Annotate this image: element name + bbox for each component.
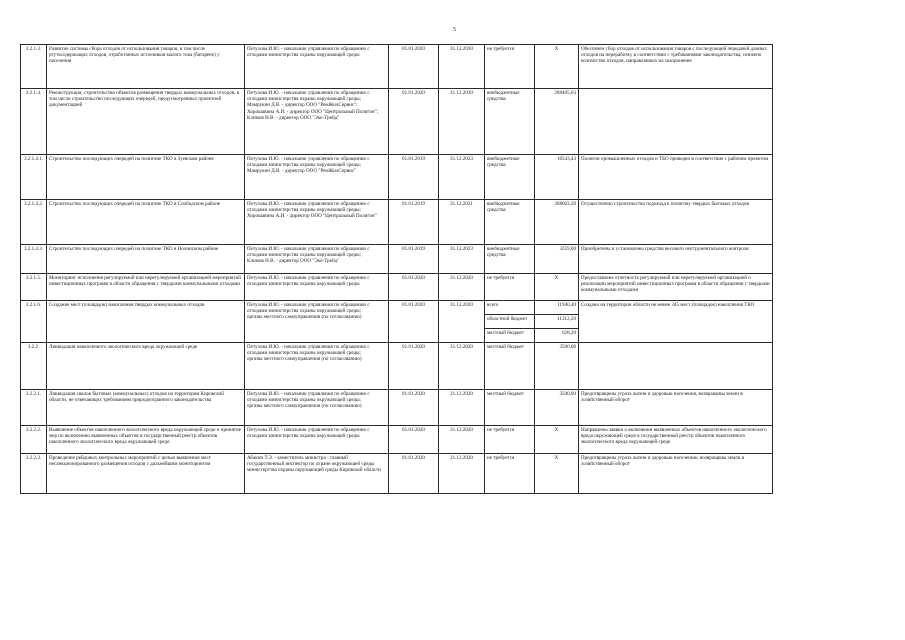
row-number: 3.2.2.1. xyxy=(21,390,47,426)
funding-amount: 3259,00 xyxy=(535,245,579,274)
funding-amount-item: 628,20 xyxy=(535,328,578,342)
expected-result: Направлены заявки о включении выявленных объектов накопленного экологического вреда окружающей среде в государственный реестр объектов накопленного экологического вреда окружающей среде xyxy=(579,426,773,454)
expected-result: Создано на территории области не менее 345 мест (площадок) накопления ТКО xyxy=(579,301,773,343)
table-row xyxy=(21,390,773,426)
responsible-line: Хорошавина А.И. - директор ООО "Центральный Полигон" xyxy=(247,213,377,220)
end-date: 31.12.2023 xyxy=(439,245,485,274)
start-date: 01.01.2020 xyxy=(389,343,439,390)
responsible-persons xyxy=(245,245,389,274)
funding-source: не требуется xyxy=(485,426,535,454)
responsible-line: Петухова И.Ю. - начальник управления по обращению с отходами министерства охраны окружающей среды; xyxy=(247,344,370,357)
funding-amount: 16543,43 xyxy=(535,155,579,200)
table-row xyxy=(21,200,773,245)
funding-source-item: областной бюджет xyxy=(485,314,534,328)
table-row xyxy=(21,426,773,454)
funding-amount: X xyxy=(535,454,579,494)
responsible-line: Петухова И.Ю. - начальник управления по обращению с отходами министерства охраны окружающей среды xyxy=(247,427,370,440)
start-date: 01.01.2020 xyxy=(389,426,439,454)
responsible-line: Петухова И.Ю. - начальник управления по обращению с отходами министерства охраны окружающей среды; xyxy=(247,302,370,315)
funding-amount xyxy=(535,301,579,343)
start-date: 01.01.2020 xyxy=(389,301,439,343)
funding-source: не требуется xyxy=(485,454,535,494)
responsible-persons xyxy=(245,343,389,390)
funding-source-item: местный бюджет xyxy=(485,328,534,342)
measure-title: Строительство последующих очередей на полигоне ТКО в Нолинском районе xyxy=(47,245,245,274)
responsible-line: Петухова И.Ю. - начальник управления по обращению с отходами министерства охраны окружающей среды; xyxy=(247,391,370,404)
start-date: 01.01.2020 xyxy=(389,45,439,89)
measure-title: Реконструкция, строительство объектов размещения твердых коммунальных отходов, в том числе строительство последующих очередей, предусмотренных проектной документацией xyxy=(47,89,245,155)
funding-source: внебюджетные средства xyxy=(485,155,535,200)
responsible-line: Мамрукин Д.В. - директор ООО "РемЖилСервис"; xyxy=(247,102,358,109)
end-date: 31.12.2020 xyxy=(439,343,485,390)
funding-source: не требуется xyxy=(485,45,535,89)
responsible-line: Петухова И.Ю. - начальник управления по обращению с отходами министерства охраны окружающей среды; xyxy=(247,90,370,103)
end-date: 31.12.2030 xyxy=(439,89,485,155)
table-row xyxy=(21,454,773,494)
expected-result: Приобретены и установлены средства весового инструментального контроля xyxy=(579,245,773,274)
start-date: 01.01.2019 xyxy=(389,200,439,245)
funding-source: местный бюджет xyxy=(485,390,535,426)
row-number: 3.2.1.4.1. xyxy=(21,155,47,200)
expected-result: Осуществлено строительство подъезда к полигону твердых бытовых отходов xyxy=(579,200,773,245)
funding-source: внебюджетные средства xyxy=(485,89,535,155)
start-date: 01.01.2020 xyxy=(389,89,439,155)
funding-source: внебюджетные средства xyxy=(485,245,535,274)
page-number: 5 xyxy=(453,27,456,33)
row-number: 3.2.1.4.2. xyxy=(21,200,47,245)
responsible-persons xyxy=(245,454,389,494)
expected-result: Полигон промышленных отходов и ТБО приведен в соответствие с рабочим проектом xyxy=(579,155,773,200)
end-date: 31.12.2020 xyxy=(439,426,485,454)
funding-source: местный бюджет xyxy=(485,343,535,390)
expected-result: Предотвращены угроза жизни и здоровью населения, возвращены земли в хозяйственный оборот xyxy=(579,390,773,426)
funding-amount: X xyxy=(535,45,579,89)
measures-table xyxy=(20,44,773,494)
end-date: 31.12.2020 xyxy=(439,454,485,494)
measure-title: Мониторинг исполнения регулируемой или нерегулируемой организацией мероприятий инвестиционных программ в области обращения с твердыми коммунальными отходами xyxy=(47,274,245,301)
responsible-line: Петухова И.Ю. - начальник управления по обращению с отходами министерства охраны окружающей среды; xyxy=(247,201,370,214)
end-date: 31.12.2020 xyxy=(439,301,485,343)
responsible-persons xyxy=(245,301,389,343)
expected-result xyxy=(579,343,773,390)
measure-title: Выявление объектов накопленного экологического вреда окружающей среде и принятие мер по включению выявленных объектов в государственный реестр объектов накопленного экологического вреда окружающей среде xyxy=(47,426,245,454)
responsible-line: Петухова И.Ю. - начальник управления по обращению с отходами министерства охраны окружающей среды xyxy=(247,46,370,59)
start-date: 01.01.2019 xyxy=(389,245,439,274)
funding-source xyxy=(485,301,535,343)
responsible-line: органы местного самоуправления (по согласованию) xyxy=(247,314,362,321)
end-date: 31.12.2020 xyxy=(439,390,485,426)
responsible-persons xyxy=(245,89,389,155)
responsible-persons xyxy=(245,426,389,454)
responsible-persons xyxy=(245,45,389,89)
row-number: 3.2.2.3. xyxy=(21,454,47,494)
responsible-line: Петухова И.Ю. - начальник управления по обращению с отходами министерства охраны окружающей среды; xyxy=(247,246,370,259)
responsible-line: Абакин Т.Э. - заместитель министра - главный государственный инспектор по охране окружающей среды министерства охраны окружающей среды Кировской области xyxy=(247,455,381,474)
responsible-persons xyxy=(245,274,389,301)
table-row xyxy=(21,274,773,301)
table-row xyxy=(21,155,773,200)
funding-amount: 3500,00 xyxy=(535,343,579,390)
measure-title: Строительство последующих очередей на полигоне ТКО в Слободском районе xyxy=(47,200,245,245)
end-date: 31.12.2021 xyxy=(439,200,485,245)
start-date: 01.01.2020 xyxy=(389,454,439,494)
expected-result xyxy=(579,89,773,155)
responsible-line: органы местного самоуправления (по согласованию) xyxy=(247,403,362,410)
expected-result: Обеспечен сбор отходов от использования товаров с последующей передачей данных отходов на переработку в соответствии с требованиями законодательства, снижено количество отходов, направляемых на захоронение xyxy=(579,45,773,89)
row-number: 3.2.1.6. xyxy=(21,301,47,343)
funding-source: внебюджетные средства xyxy=(485,200,535,245)
row-number: 3.2.1.5. xyxy=(21,274,47,301)
responsible-line: Петухова И.Ю. - начальник управления по обращению с отходами министерства охраны окружающей среды; xyxy=(247,156,370,169)
responsible-persons xyxy=(245,390,389,426)
measure-title: Проведение рейдовых контрольных мероприятий с целью выявления мест несанкционированного размещения отходов с дальнейшим мониторингом xyxy=(47,454,245,494)
end-date: 31.12.2030 xyxy=(439,45,485,89)
row-number: 3.2.1.3. xyxy=(21,45,47,89)
start-date: 01.01.2020 xyxy=(389,274,439,301)
table-row xyxy=(21,245,773,274)
measure-title: Создание мест (площадок) накопления твердых коммунальных отходов xyxy=(47,301,245,343)
measure-title: Строительство последующих очередей на полигоне ТКО в Зуевском районе xyxy=(47,155,245,200)
responsible-line: Климов Н.В. - директор ООО "Эко-Трейд" xyxy=(247,114,340,121)
start-date: 01.01.2019 xyxy=(389,155,439,200)
responsible-line: Климов Н.В. - директор ООО "Эко-Трейд" xyxy=(247,258,340,265)
funding-source: не требуется xyxy=(485,274,535,301)
row-number: 3.2.1.4.3. xyxy=(21,245,47,274)
row-number: 3.2.1.4. xyxy=(21,89,47,155)
table-row xyxy=(21,45,773,89)
measure-title: Развитие системы сбора отходов от использования товаров, в том числе ртутьсодержащих отходов, отработанных источников малого тока (батареек) у населения xyxy=(47,45,245,89)
row-number: 3.2.2. xyxy=(21,343,47,390)
end-date: 31.12.2023 xyxy=(439,155,485,200)
end-date: 31.12.2020 xyxy=(439,274,485,301)
responsible-persons xyxy=(245,155,389,200)
responsible-line: Петухова И.Ю. - начальник управления по обращению с отходами министерства охраны окружающей среды xyxy=(247,275,370,288)
funding-amount: 288405,63 xyxy=(535,89,579,155)
funding-amount: 268603,20 xyxy=(535,200,579,245)
measure-title: Ликвидация накопленного экологического вреда окружающей среде xyxy=(47,343,245,390)
funding-amount-item: 11312,20 xyxy=(535,314,578,328)
responsible-line: Мамрукин Д.В. - директор ООО "РемЖилСервис" xyxy=(247,168,357,175)
responsible-line: Хорошавина А.И. - директор ООО "Центральный Полигон"; xyxy=(247,108,379,115)
funding-source-item: всего xyxy=(487,302,499,308)
row-number: 3.2.2.2. xyxy=(21,426,47,454)
table-row xyxy=(21,301,773,343)
start-date: 01.01.2020 xyxy=(389,390,439,426)
funding-amount: X xyxy=(535,426,579,454)
responsible-persons xyxy=(245,200,389,245)
measure-title: Ликвидация свалок бытовых (коммунальных) отходов на территории Кировской области, не отвечающих требованиям природоохранного законодательства xyxy=(47,390,245,426)
expected-result: Предотвращены угроза жизни и здоровью населению, возвращены земли в хозяйственный оборот xyxy=(579,454,773,494)
table-row xyxy=(21,89,773,155)
expected-result: Предоставлена отчетность регулируемой или нерегулируемой организацией о реализации мероприятий инвестиционных программ в области обращения с твердыми коммунальными отходами xyxy=(579,274,773,301)
responsible-line: органы местного самоуправления (по согласованию) xyxy=(247,356,362,363)
funding-amount: X xyxy=(535,274,579,301)
funding-amount: 3500,00 xyxy=(535,390,579,426)
table-row xyxy=(21,343,773,390)
funding-amount-item: 11940,40 xyxy=(557,302,576,308)
